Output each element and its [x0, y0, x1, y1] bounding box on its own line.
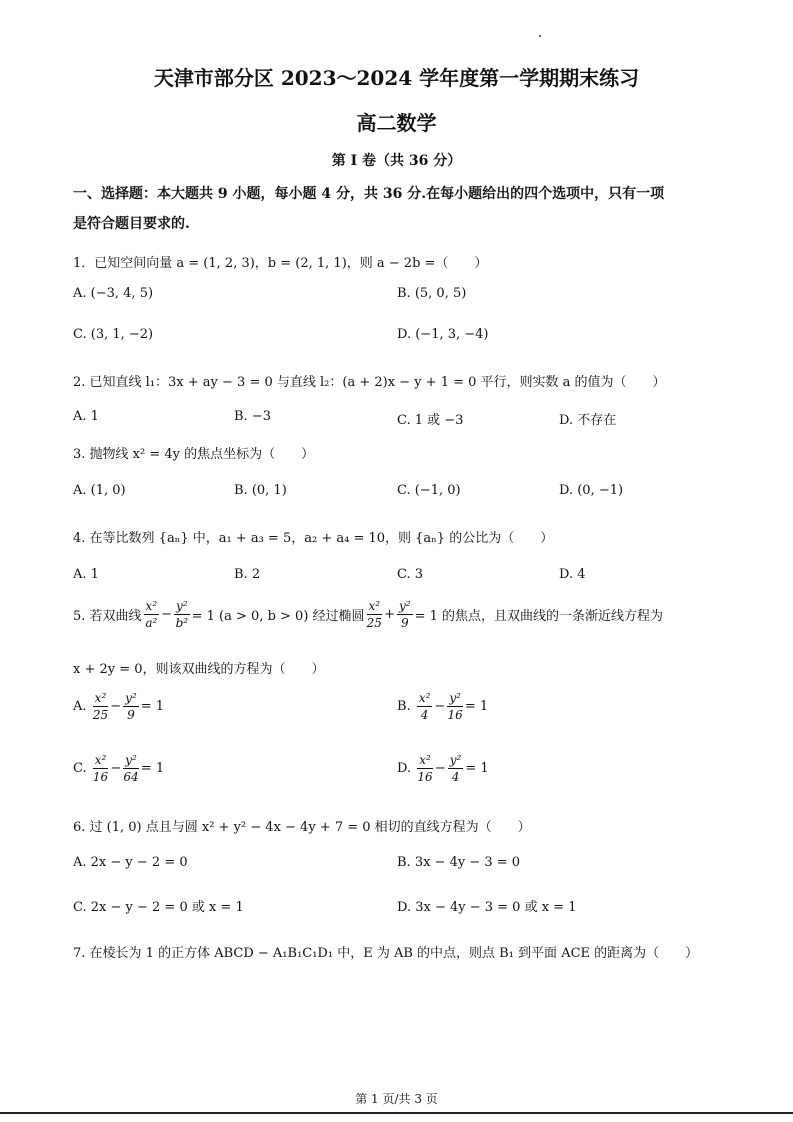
fraction-y2-over-b2: $\frac{\text{y²}}{\text{b²}}$	[175, 599, 189, 630]
scan-dot	[539, 35, 541, 37]
question-5-option-c: C. $\frac{\text{x²}}{16}$ − $\frac{\text{y²}}{64}$ = 1	[73, 753, 165, 784]
question-6-stem: 6. 过 (1, 0) 点且与圆 x² + y² − 4x − 4y + 7 = 0 相切的直线方程为（ ）	[73, 820, 531, 835]
question-2-option-c: C. 1 或 −3	[397, 413, 464, 428]
question-4-stem: 4. 在等比数列 {aₙ} 中，a₁ + a₃ = 5，a₂ + a₄ = 10，则 {aₙ} 的公比为（ ）	[73, 531, 554, 546]
fraction-y2-over-9: $\frac{\text{y²}}{9}$	[399, 599, 411, 630]
question-5-option-b: B. $\frac{\text{x²}}{4}$ − $\frac{\text{y²}}{16}$ = 1	[397, 691, 489, 722]
question-6-option-c: C. 2x − y − 2 = 0 或 x = 1	[73, 900, 244, 915]
question-5-option-d: D. $\frac{\text{x²}}{16}$ − $\frac{\text{y²}}{4}$ = 1	[397, 753, 489, 784]
question-1-option-a: A. (−3, 4, 5)	[73, 286, 154, 301]
question-2-option-b: B. −3	[234, 409, 271, 424]
question-7-stem: 7. 在棱长为 1 的正方体 ABCD − A₁B₁C₁D₁ 中，E 为 AB 的中点，则点 B₁ 到平面 ACE 的距离为（ ）	[73, 946, 699, 961]
fraction-x2-over-a2: $\frac{\text{x²}}{\text{a²}}$	[145, 599, 158, 630]
question-2-stem: 2. 已知直线 l₁：3x + ay − 3 = 0 与直线 l₂：(a + 2)x − y + 1 = 0 平行，则实数 a 的值为（ ）	[73, 375, 666, 390]
question-5-stem-line2: x + 2y = 0，则该双曲线的方程为（ ）	[73, 662, 325, 677]
part-heading: 第 I 卷（共 36 分）	[331, 153, 462, 169]
question-3-option-d: D. (0, −1)	[559, 483, 624, 498]
question-5-prefix: 5. 若双曲线	[73, 609, 142, 624]
question-4-option-c: C. 3	[397, 567, 424, 582]
page-footer: 第 1 页/共 3 页	[355, 1092, 438, 1106]
question-6-option-d: D. 3x − 4y − 3 = 0 或 x = 1	[397, 900, 577, 915]
question-5-suffix: = 1 的焦点，且双曲线的一条渐近线方程为	[414, 609, 664, 624]
question-1-option-d: D. (−1, 3, −4)	[397, 327, 489, 342]
question-3-option-a: A. (1, 0)	[73, 483, 126, 498]
question-2-option-d: D. 不存在	[559, 413, 617, 428]
question-5-option-a: A. $\frac{\text{x²}}{25}$ − $\frac{\text{y²}}{9}$ = 1	[73, 691, 165, 722]
bottom-rule	[0, 1112, 793, 1114]
exam-subject: 高二数学	[356, 111, 437, 135]
question-4-option-d: D. 4	[559, 567, 586, 582]
question-3-option-b: B. (0, 1)	[234, 483, 287, 498]
section-instructions-line1: 一、选择题：本大题共 9 小题，每小题 4 分，共 36 分.在每小题给出的四个选项中，只有一项	[73, 186, 665, 202]
question-4-option-a: A. 1	[73, 567, 99, 582]
section-instructions-line2: 是符合题目要求的.	[73, 216, 190, 232]
question-6-option-a: A. 2x − y − 2 = 0	[73, 855, 188, 870]
fraction-x2-over-25: $\frac{\text{x²}}{25}$	[366, 599, 382, 630]
question-3-option-c: C. (−1, 0)	[397, 483, 461, 498]
question-3-stem: 3. 抛物线 x² = 4y 的焦点坐标为（ ）	[73, 447, 315, 462]
question-5-condition: = 1 (a > 0, b > 0) 经过椭圆	[191, 609, 365, 624]
question-4-option-b: B. 2	[234, 567, 261, 582]
question-5-stem: 5. 若双曲线 $\frac{\text{x²}}{\text{a²}}$ − $\frac{\text{y²}}{\text{b²}}$ = 1 (a > 0, b > 0) 经过椭圆 $\frac{\text{x²}}{25}$ + $\frac{\text{y²}}{9}$ = 1 的焦点，且双曲线的一条渐近线方程为	[73, 599, 664, 630]
question-1-option-b: B. (5, 0, 5)	[397, 286, 467, 301]
question-2-option-a: A. 1	[73, 409, 99, 424]
question-1-option-c: C. (3, 1, −2)	[73, 327, 154, 342]
exam-title: 天津市部分区 2023～2024 学年度第一学期期末练习	[153, 66, 640, 90]
question-1-stem: 1．已知空间向量 a = (1, 2, 3)，b = (2, 1, 1)，则 a − 2b =（ ）	[73, 256, 488, 271]
question-6-option-b: B. 3x − 4y − 3 = 0	[397, 855, 521, 870]
